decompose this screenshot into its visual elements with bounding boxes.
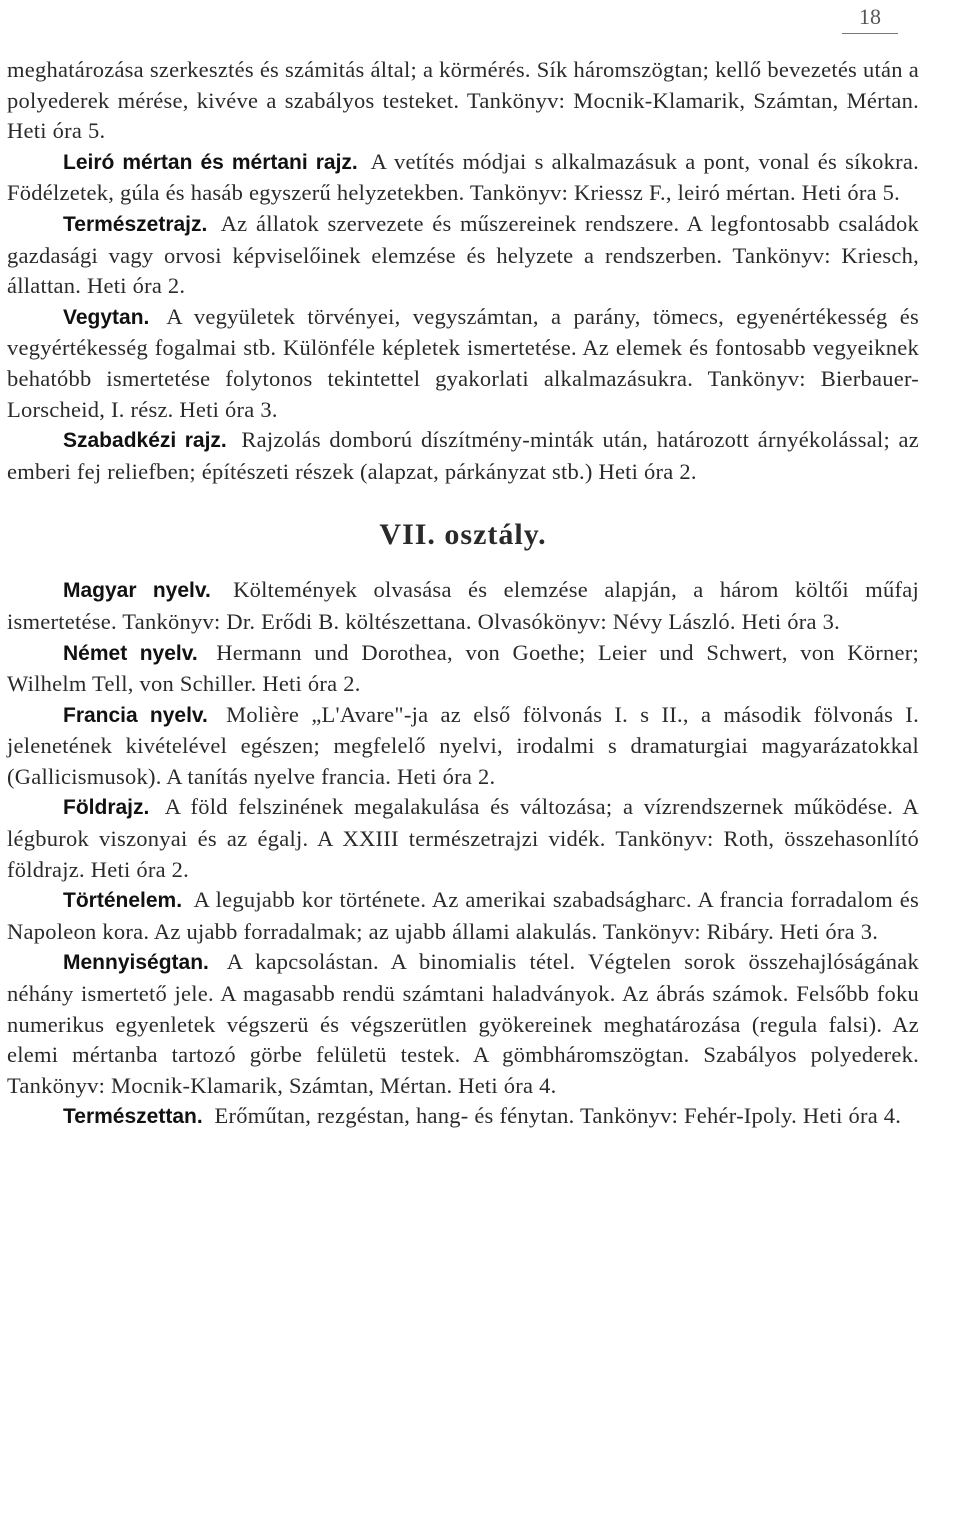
- section-magyar-nyelv: [7, 575, 919, 637]
- subject-heading: Francia nyelv.: [63, 703, 208, 727]
- section-vegytan: [7, 302, 919, 425]
- subject-heading: Szabadkézi rajz.: [63, 429, 227, 453]
- section-mennyisegtan: [7, 947, 919, 1101]
- subject-heading: Természetrajz.: [63, 212, 208, 236]
- section-text: A vegyületek törvényei, vegyszámtan, a parány, tömecs, egyenértékesség és vegyértékesség fogalmai stb. Különféle képletek ismertetése. Az elemek és fontosabb vegyeiknek behatóbb ismertetése folytonos tekintettel gyakorlati alkalmazásukra. Tankönyv: Bierbauer-Lorscheid, I. rész. Heti óra 3.: [7, 303, 919, 422]
- section-francia-nyelv: [7, 700, 919, 793]
- section-tortenelem: [7, 885, 919, 947]
- section-leiro-mertan: [7, 147, 919, 209]
- subject-heading: Földrajz.: [63, 796, 150, 820]
- subject-heading: Leiró mértan és mértani rajz.: [63, 150, 358, 174]
- section-text: Molière „L'Avare"-ja az első fölvonás I. s II., a második fölvonás I. jelenetének kivételével egészen; megfelelő nyelvi, irodalmi s dramaturgiai magyarázatokkal (Gallicismusok). A tanítás nyelve francia. Heti óra 2.: [7, 701, 920, 789]
- subject-heading: Német nyelv.: [63, 641, 198, 665]
- section-termeszettan: [7, 1101, 919, 1133]
- section-text: Költemények olvasása és elemzése alapján, a három költői műfaj ismertetése. Tankönyv: Dr. Erődi B. költészettana. Olvasókönyv: Névy László. Heti óra 3.: [7, 577, 920, 634]
- section-text: A kapcsolástan. A binomialis tétel. Végtelen sorok összehajlóságának néhány ismertető jele. A magasabb rendü számtani haladványok. Az ábrás számok. Felsőbb foku numerikus egyenletek végszerü és végszerütlen gyökereinek meghatározása (regula falsi). Az elemi mértanba tartozó görbe felületü testek. A gömbháromszögtan. Szabályos polyederek. Tankönyv: Mocnik-Klamarik, Számtan, Mértan. Heti óra 4.: [7, 949, 919, 1098]
- subject-heading: Magyar nyelv.: [63, 579, 211, 603]
- section-foldrajz: [7, 792, 919, 885]
- section-termeszetrajz: [7, 209, 919, 302]
- section-text: A vetítés módjai s alkalmazásuk a pont, vonal és síkokra. Födélzetek, gúla és hasáb egyszerű helyzetekben. Tankönyv: Kriessz F., leiró mértan. Heti óra 5.: [7, 148, 919, 206]
- page-number: 18: [859, 4, 881, 29]
- section-szabadkezi-rajz: [7, 425, 919, 487]
- section-text: Az állatok szervezete és műszereinek rendszere. A legfontosabb családok gazdasági vagy orvosi képviselőinek elemzése és helyzete a rendszerben. Tankönyv: Kriesch, állattan. Heti óra 2.: [7, 210, 920, 299]
- intro-paragraph: meghatározása szerkesztés és számitás által; a körmérés. Sík háromszögtan; kellő bevezetés után a polyederek mérése, kivéve a szabályos testeket. Tankönyv: Mocnik-Klamarik, Számtan, Mértan. Heti óra 5.: [7, 57, 919, 144]
- section-text: Erőműtan, rezgéstan, hang- és fénytan. Tankönyv: Fehér-Ipoly. Heti óra 4.: [214, 1103, 902, 1129]
- section-text: A föld felszinének megalakulása és változása; a vízrendszernek működése. A légburok viszonyai és az égalj. A XXIII természetrajzi vidék. Tankönyv: Roth, összehasonlító földrajz. Heti óra 2.: [7, 794, 919, 882]
- document-body: [7, 55, 919, 1133]
- section-text: Rajzolás domború díszítmény-minták után, határozott árnyékolással; az emberi fej reliefben; építészeti részek (alapzat, párkányzat stb.) Heti óra 2.: [7, 427, 919, 484]
- subject-heading: Történelem.: [63, 889, 183, 913]
- header-rule: [842, 33, 898, 34]
- section-nemet-nyelv: [7, 638, 919, 700]
- section-text: Hermann und Dorothea, von Goethe; Leier und Schwert, von Körner; Wilhelm Tell, von Schiller. Heti óra 2.: [7, 639, 920, 697]
- subject-heading: Vegytan.: [63, 305, 150, 329]
- class-heading: VII. osztály.: [379, 518, 547, 552]
- subject-heading: Természettan.: [63, 1105, 203, 1129]
- section-text: A legujabb kor története. Az amerikai szabadságharc. A francia forradalom és Napoleon kora. Az ujabb forradalmak; az ujabb állami alakulás. Tankönyv: Ribáry. Heti óra 3.: [7, 887, 919, 944]
- subject-heading: Mennyiségtan.: [63, 951, 209, 975]
